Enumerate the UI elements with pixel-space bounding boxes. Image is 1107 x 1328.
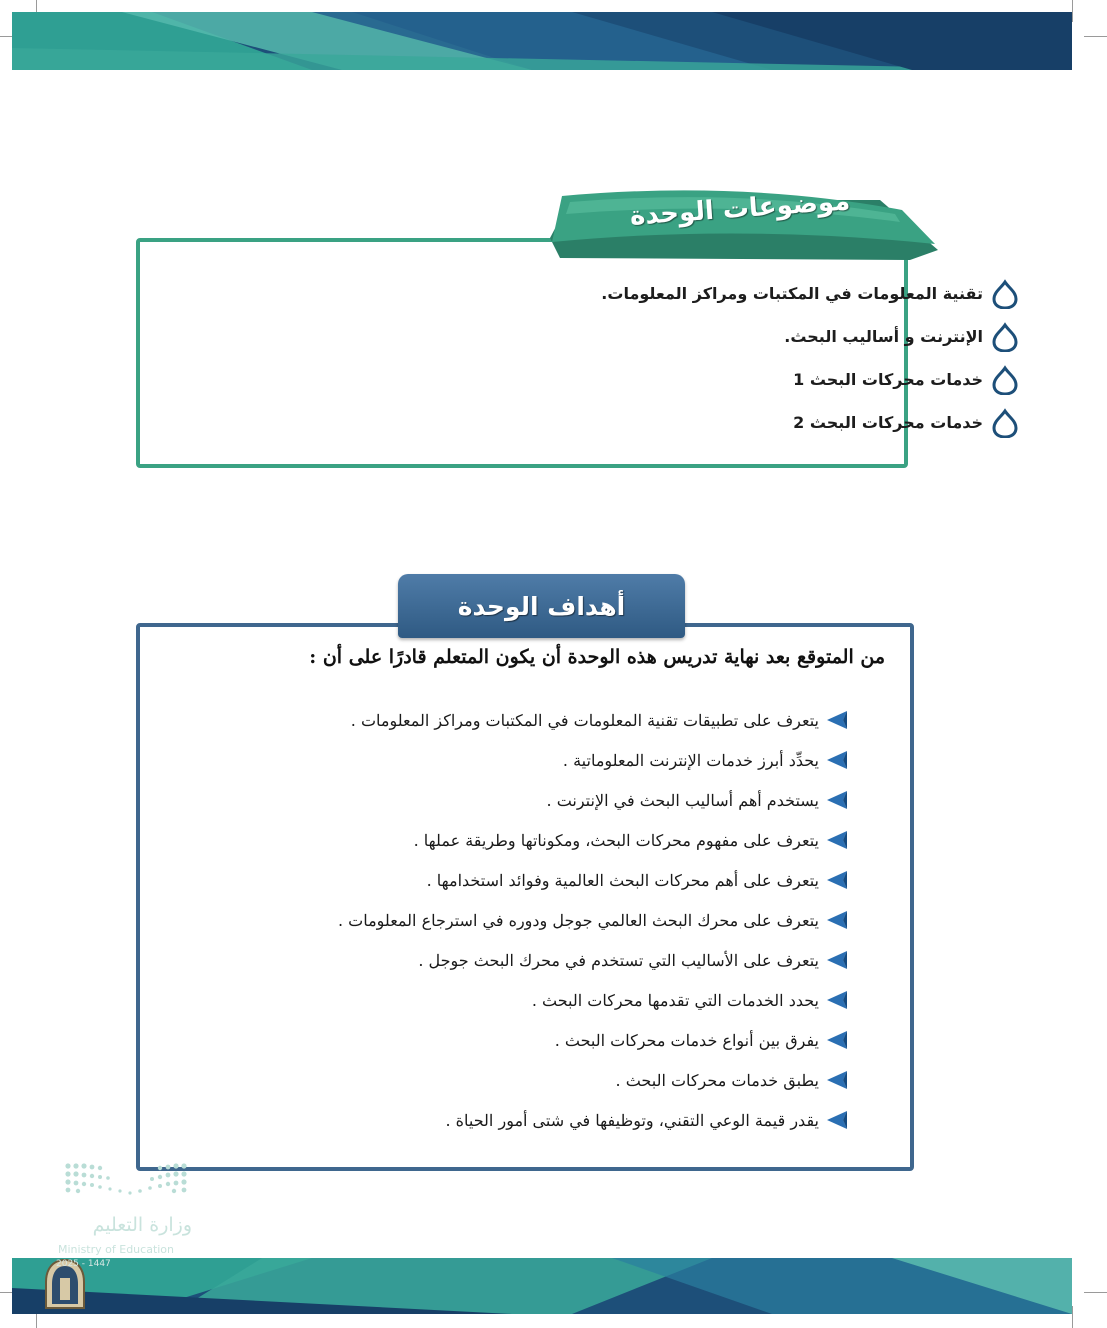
goal-item [269,900,849,940]
goal-item [269,780,849,820]
topic-text: خدمات محركات البحث 1 [793,370,983,389]
ring-bullet-icon [991,365,1019,395]
goal-item [269,940,849,980]
goal-item [269,820,849,860]
topic-item [459,315,1019,358]
ministry-dots-icon [60,1160,192,1200]
ring-bullet-icon [991,322,1019,352]
goal-text: يستخدم أهم أساليب البحث في الإنترنت . [546,790,819,810]
crop-mark [1072,1306,1073,1328]
arrow-bullet-icon [825,909,849,931]
arrow-bullet-icon [825,829,849,851]
topic-item [459,272,1019,315]
topic-item [459,401,1019,444]
arrow-bullet-icon [825,789,849,811]
ministry-name-ar: وزارة التعليم [92,1214,192,1236]
topic-item [459,358,1019,401]
ministry-name-en: Ministry of Education [58,1243,175,1256]
edition-year: 2025 - 1447 [56,1259,111,1269]
goal-text: يطبق خدمات محركات البحث . [615,1070,819,1090]
arrow-bullet-icon [825,1069,849,1091]
arrow-bullet-icon [825,749,849,771]
topic-text: خدمات محركات البحث 2 [793,413,983,432]
crop-mark [1084,36,1107,37]
goals-list [269,700,849,1140]
arrow-bullet-icon [825,989,849,1011]
goal-item [269,1020,849,1060]
ring-bullet-icon [991,279,1019,309]
topic-text: تقنية المعلومات في المكتبات ومراكز المعلومات. [601,284,983,303]
goal-text: يتعرف على أهم محركات البحث العالمية وفوائد استخدامها . [426,870,819,890]
goal-text: يتعرف على تطبيقات تقنية المعلومات في المكتبات ومراكز المعلومات . [350,710,819,730]
goal-text: يقدر قيمة الوعي التقني، وتوظيفها في شتى أمور الحياة . [445,1110,819,1130]
goal-text: يحدد الخدمات التي تقدمها محركات البحث . [531,990,819,1010]
footer-band [12,1258,1072,1314]
goals-heading-tab [398,574,685,638]
goal-text: يتعرف على مفهوم محركات البحث، ومكوناتها وطريقة عملها . [413,830,819,850]
arrow-bullet-icon [825,869,849,891]
goal-item [269,740,849,780]
crop-mark [1072,0,1073,22]
topics-heading: موضوعات الوحدة [628,186,852,232]
goal-item [269,860,849,900]
arrow-bullet-icon [825,1029,849,1051]
goals-intro: من المتوقع بعد نهاية تدريس هذه الوحدة أن يكون المتعلم قادرًا على أن : [309,646,885,668]
ministry-logo [56,1158,196,1268]
topics-ribbon [540,180,940,270]
goal-text: يحدِّد أبرز خدمات الإنترنت المعلوماتية . [562,750,819,770]
goal-item [269,1100,849,1140]
topic-text: الإنترنت و أساليب البحث. [784,327,983,346]
topics-list [459,272,1019,444]
crop-mark [1084,1292,1107,1293]
goal-text: يتعرف على محرك البحث العالمي جوجل ودوره في استرجاع المعلومات . [337,910,819,930]
arrow-bullet-icon [825,1109,849,1131]
arrow-bullet-icon [825,949,849,971]
goal-item [269,1060,849,1100]
header-band [12,12,1072,70]
goal-item [269,700,849,740]
ring-bullet-icon [991,408,1019,438]
goal-text: يفرق بين أنواع خدمات محركات البحث . [554,1030,819,1050]
goals-heading: أهداف الوحدة [457,591,626,621]
goal-item [269,980,849,1020]
arrow-bullet-icon [825,709,849,731]
goal-text: يتعرف على الأساليب التي تستخدم في محرك البحث جوجل . [418,950,819,970]
